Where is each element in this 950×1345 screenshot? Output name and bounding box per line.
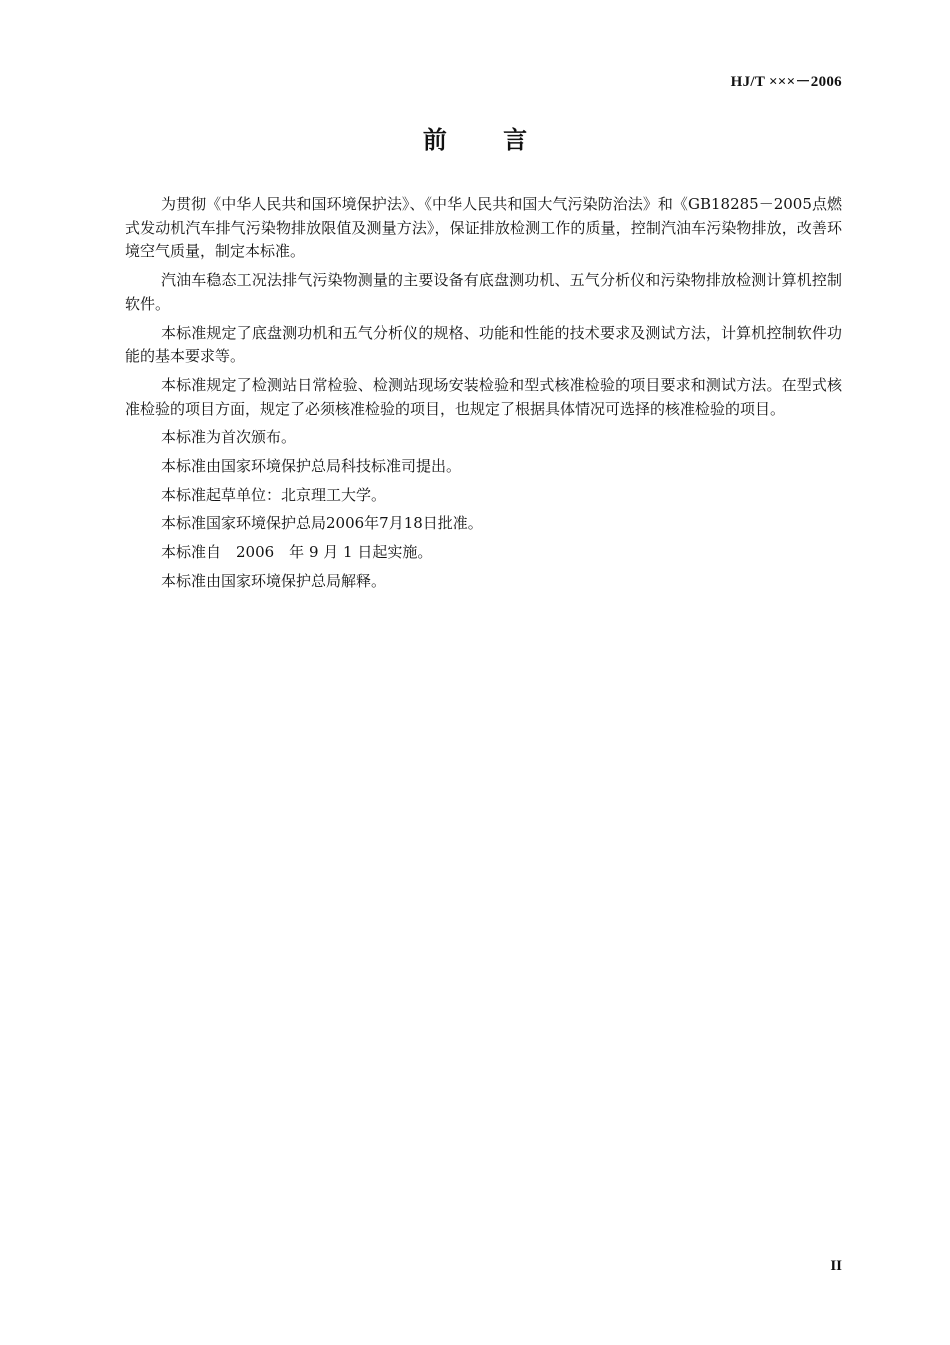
page-number: II bbox=[830, 1258, 842, 1274]
foreword-body bbox=[125, 193, 842, 594]
paragraph-effective-date: 本标准自 2006 年 9 月 1 日起实施。 bbox=[161, 543, 433, 562]
paragraph-inspection: 本标准规定了检测站日常检验、检测站现场安装检验和型式核准检验的项目要求和测试方法。在型式核准检验的项目方面，规定了必须核准检验的项目，也规定了根据具体情况可选择的核准检验的项目。 bbox=[125, 375, 842, 418]
paragraph-equipment: 汽油车稳态工况法排气污染物测量的主要设备有底盘测功机、五气分析仪和污染物排放检测计算机控制软件。 bbox=[125, 271, 842, 313]
page-title: 前 言 bbox=[422, 126, 552, 154]
paragraph-approval: 本标准国家环境保护总局2006年7月18日批准。 bbox=[161, 514, 483, 533]
paragraph-specifications: 本标准规定了底盘测功机和五气分析仪的规格、功能和性能的技术要求及测试方法，计算机控制软件功能的基本要求等。 bbox=[125, 323, 842, 366]
paragraph-drafting-unit: 本标准起草单位：北京理工大学。 bbox=[161, 485, 387, 504]
paragraph-proposed-by: 本标准由国家环境保护总局科技标准司提出。 bbox=[161, 457, 462, 476]
paragraph-purpose: 为贯彻《中华人民共和国环境保护法》、《中华人民共和国大气污染防治法》和《GB18285－2005点燃式发动机汽车排气污染物排放限值及测量方法》，保证排放检测工作的质量，控制汽油车污染物排放，改善环境空气质量，制定本标准。 bbox=[125, 195, 842, 261]
standard-code: HJ/T ×××－2006 bbox=[730, 74, 842, 90]
paragraph-interpretation: 本标准由国家环境保护总局解释。 bbox=[161, 571, 387, 590]
paragraph-first-issue: 本标准为首次颁布。 bbox=[161, 428, 297, 447]
